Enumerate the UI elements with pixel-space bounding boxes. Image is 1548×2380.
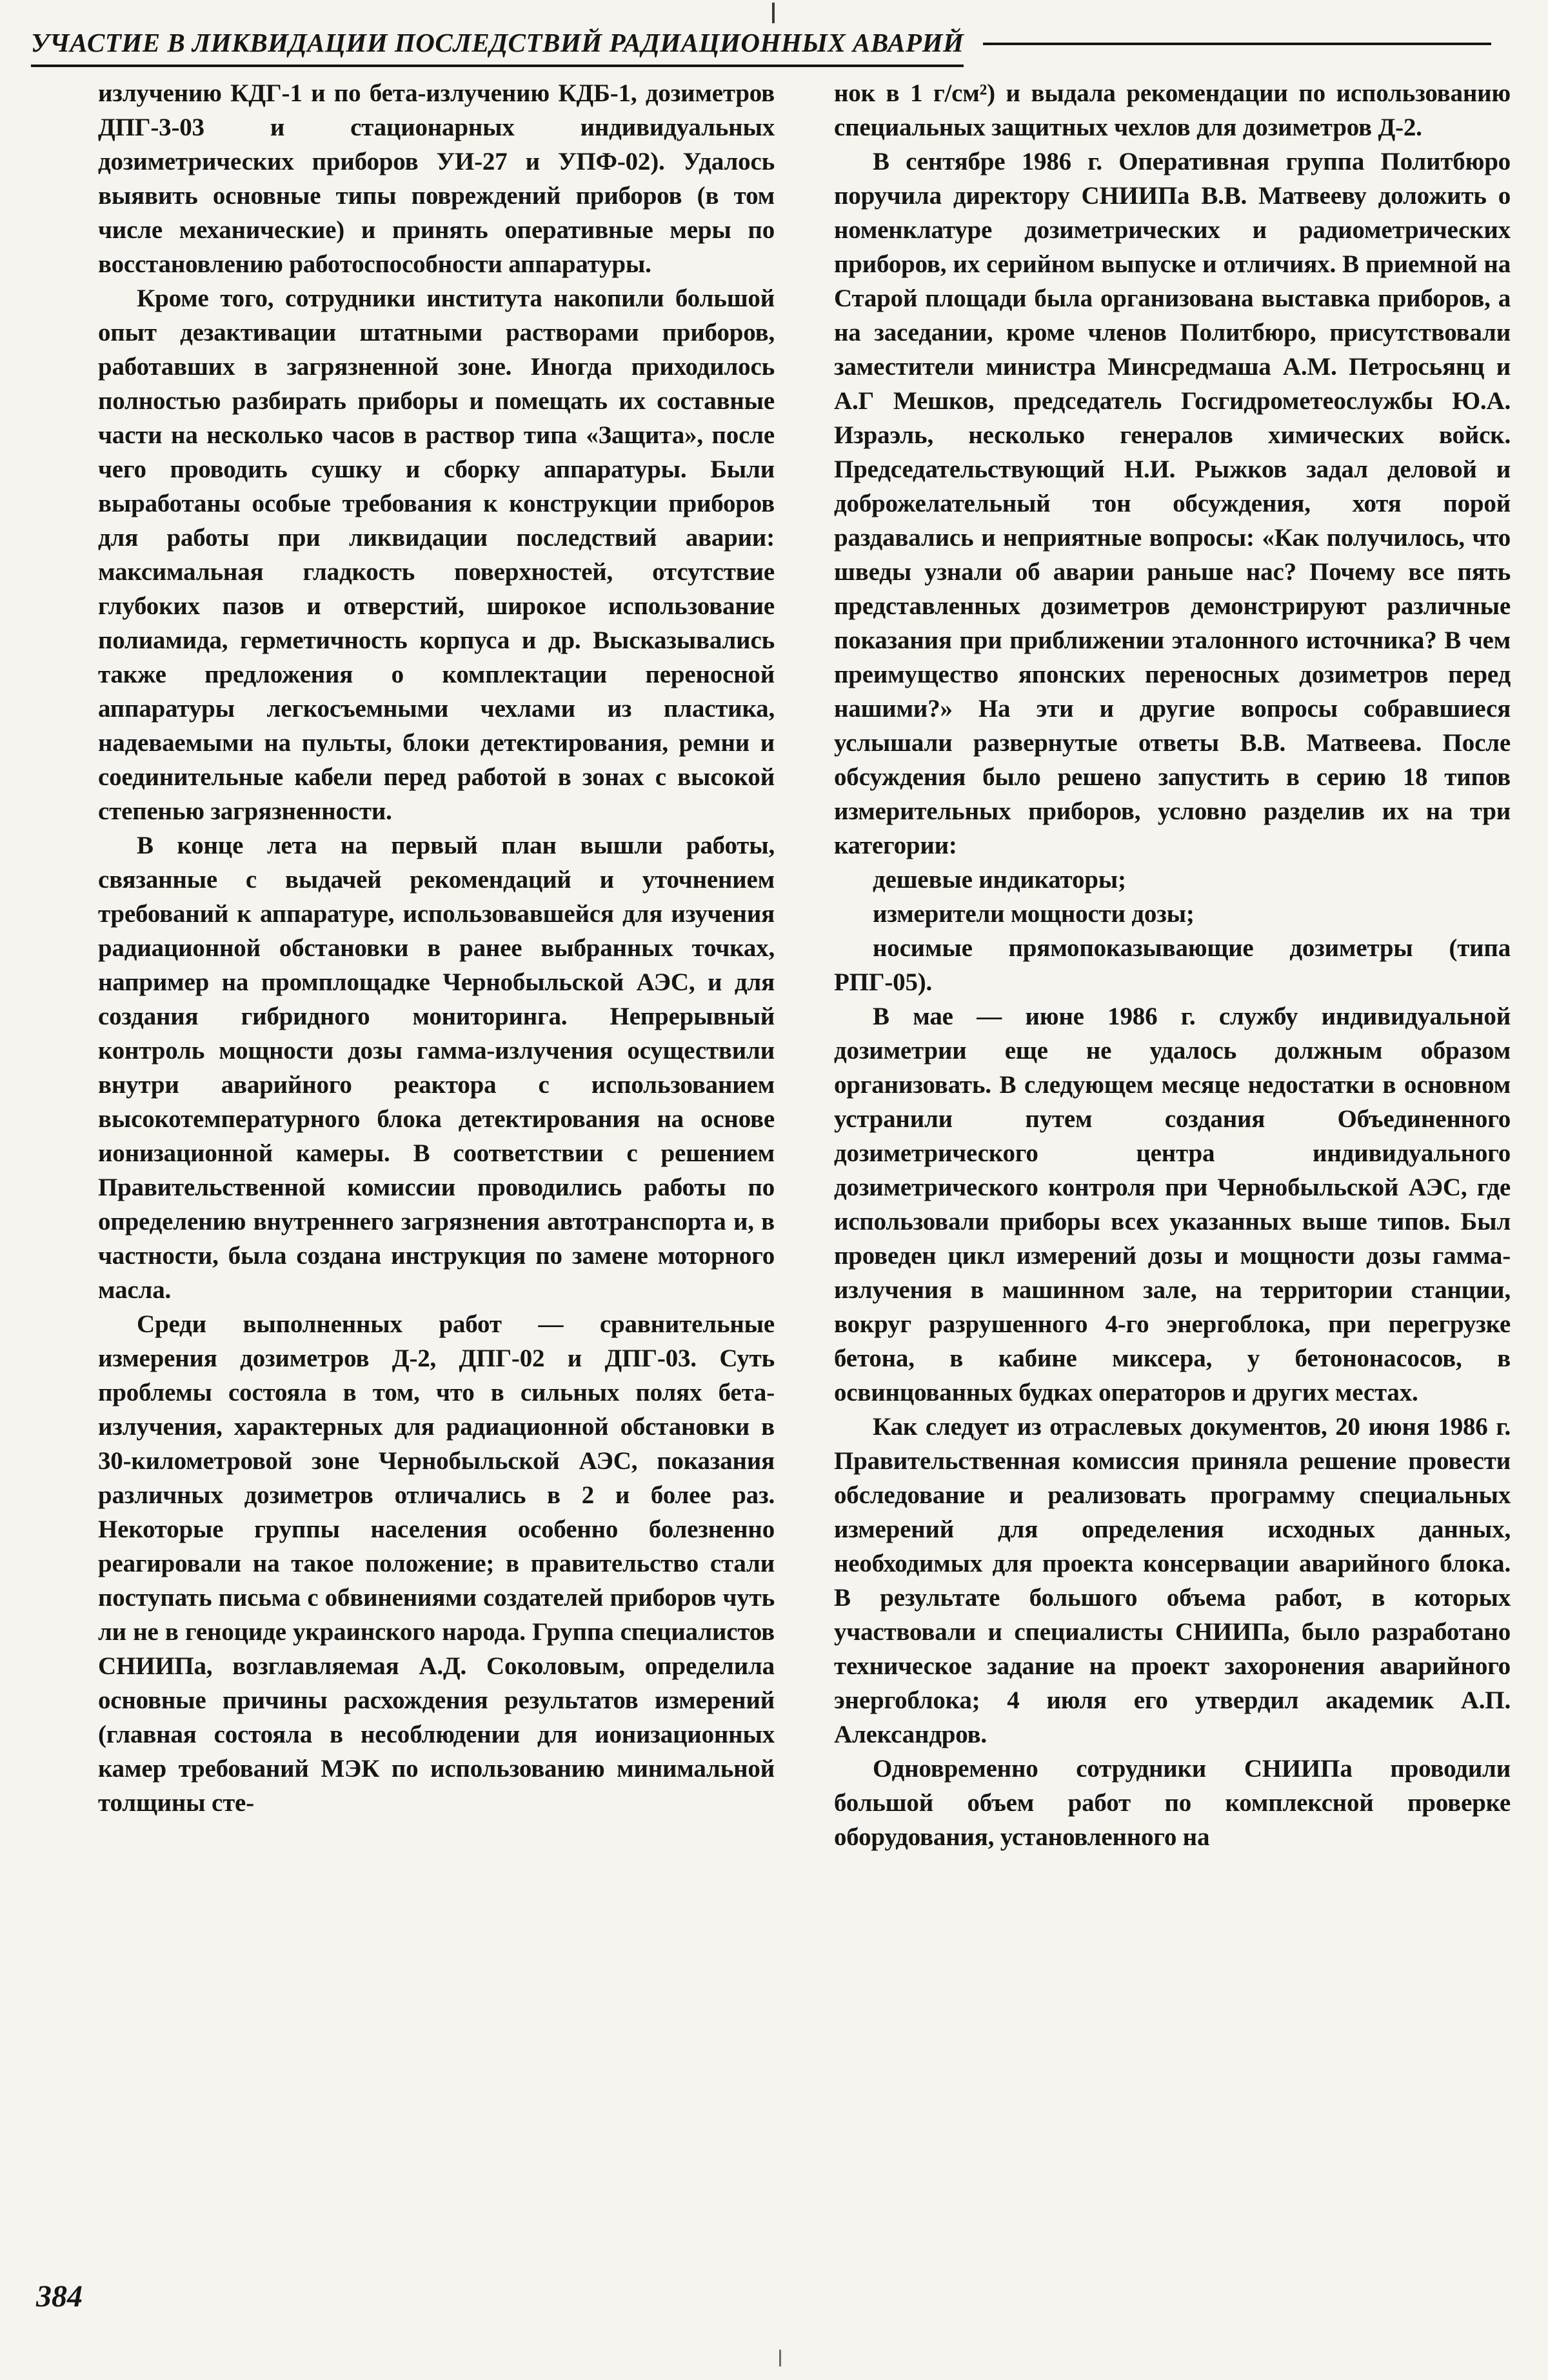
bottom-fold-mark bbox=[779, 2350, 781, 2366]
paragraph: Среди выполненных работ — сравнительные измерения дозиметров Д-2, ДПГ-02 и ДПГ-03. Суть проблемы состояла в том, что в сильных полях бета-излучения, характерных для радиационной обстановки в 30-километровой зоне Чернобыльской АЭС, показания различных дозиметров отличались в 2 и более раз. Некоторые группы населения особенно болезненно реагировали на такое положение; в правительство стали поступать письма с обвинениями создателей приборов чуть ли не в геноциде украинского народа. Группа специалистов СНИИПа, возглавляемая А.Д. Соколовым, определила основные причины расхождения результатов измерений (главная состояла в несоблюдении для ионизационных камер требований МЭК по использованию минимальной толщины сте- bbox=[98, 1310, 775, 1817]
text-columns bbox=[98, 76, 1511, 1854]
paragraph-continuation: нок в 1 г/см²) и выдала рекомендации по использованию специальных защитных чехлов для дозиметров Д-2. bbox=[834, 79, 1511, 141]
top-fold-mark bbox=[772, 3, 775, 23]
page-number: 384 bbox=[36, 2279, 83, 2314]
paragraph: В сентябре 1986 г. Оперативная группа Политбюро поручила директору СНИИПа В.В. Матвееву доложить о номенклатуре дозиметрических и радиометрических приборов, их серийном выпуске и отличиях. В приемной на Старой площади была организована выставка приборов, а на заседании, кроме членов Политбюро, присутствовали заместители министра Минсредмаша А.М. Петросьянц и А.Г Мешков, председатель Госгидрометеослужбы Ю.А. Израэль, несколько генералов химических войск. Председательствующий Н.И. Рыжков задал деловой и доброжелательный тон обсуждения, хотя порой раздавались и неприятные вопросы: «Как получилось, что шведы узнали об аварии раньше нас? Почему все пять представленных дозиметров демонстрируют различные показания при приближении эталонного источника? В чем преимущество японских переносных дозиметров перед нашими?» На эти и другие вопросы собравшиеся услышали развернутые ответы В.В. Матвеева. После обсуждения было решено запустить в серию 18 типов измерительных приборов, условно разделив их на три категории: bbox=[834, 148, 1511, 859]
paragraph-continuation: излучению КДГ-1 и по бета-излучению КДБ-1, дозиметров ДПГ-3-03 и стационарных индивидуальных дозиметрических приборов УИ-27 и УПФ-02). Удалось выявить основные типы повреждений приборов (в том числе механические) и принять оперативные меры по восстановлению работоспособности аппаратуры. bbox=[98, 79, 775, 278]
running-head-title: УЧАСТИЕ В ЛИКВИДАЦИИ ПОСЛЕДСТВИЙ РАДИАЦИОННЫХ АВАРИЙ bbox=[31, 27, 964, 67]
header-rule bbox=[983, 43, 1491, 45]
paragraph: Кроме того, сотрудники института накопили большой опыт дезактивации штатными растворами приборов, работавших в загрязненной зоне. Иногда приходилось полностью разбирать приборы и помещать их составные части на несколько часов в раствор типа «Защита», после чего проводить сушку и сборку аппаратуры. Были выработаны особые требования к конструкции приборов для работы при ликвидации последствий аварии: максимальная гладкость поверхностей, отсутствие глубоких пазов и отверстий, широкое использование полиамида, герметичность корпуса и др. Высказывались также предложения о комплектации переносной аппаратуры легкосъемными чехлами из пластика, надеваемыми на пульты, блоки детектирования, ремни и соединительные кабели перед работой в зонах с высокой степенью загрязненности. bbox=[98, 285, 775, 825]
paragraph: Как следует из отраслевых документов, 20 июня 1986 г. Правительственная комиссия приняла решение провести обследование и реализовать программу специальных измерений для определения исходных данных, необходимых для проекта консервации аварийного блока. В результате большого объема работ, в которых участвовали и специалисты СНИИПа, было разработано техническое задание на проект захоронения аварийного энергоблока; 4 июля его утвердил академик А.П. Александров. bbox=[834, 1413, 1511, 1748]
paragraph: В мае — июне 1986 г. службу индивидуальной дозиметрии еще не удалось должным образом организовать. В следующем месяце недостатки в основном устранили путем создания Объединенного дозиметрического центра индивидуального дозиметрического контроля при Чернобыльской АЭС, где использовали приборы всех указанных выше типов. Был проведен цикл измерений дозы и мощности дозы гамма-излучения в машинном зале, на территории станции, вокруг разрушенного 4-го энергоблока, при перегрузке бетона, в кабине миксера, у бетононасосов, в освинцованных будках операторов и других местах. bbox=[834, 1003, 1511, 1406]
left-column bbox=[98, 76, 775, 1854]
right-column bbox=[834, 76, 1511, 1854]
list-item: измерители мощности дозы; bbox=[873, 900, 1195, 928]
page-header bbox=[31, 27, 1491, 67]
list-item: носимые прямопоказывающие дозиметры (типа РПГ-05). bbox=[834, 934, 1511, 996]
paragraph: Одновременно сотрудники СНИИПа проводили большой объем работ по комплексной проверке оборудования, установленного на bbox=[834, 1755, 1511, 1851]
list-item: дешевые индикаторы; bbox=[873, 866, 1126, 894]
paragraph: В конце лета на первый план вышли работы, связанные с выдачей рекомендаций и уточнением требований к аппаратуре, использовавшейся для изучения радиационной обстановки в ранее выбранных точках, например на промплощадке Чернобыльской АЭС, и для создания гибридного мониторинга. Непрерывный контроль мощности дозы гамма-излучения осуществили внутри аварийного реактора с использованием высокотемпературного блока детектирования на основе ионизационной камеры. В соответствии с решением Правительственной комиссии проводились работы по определению внутреннего загрязнения автотранспорта и, в частности, была создана инструкция по замене моторного масла. bbox=[98, 832, 775, 1304]
